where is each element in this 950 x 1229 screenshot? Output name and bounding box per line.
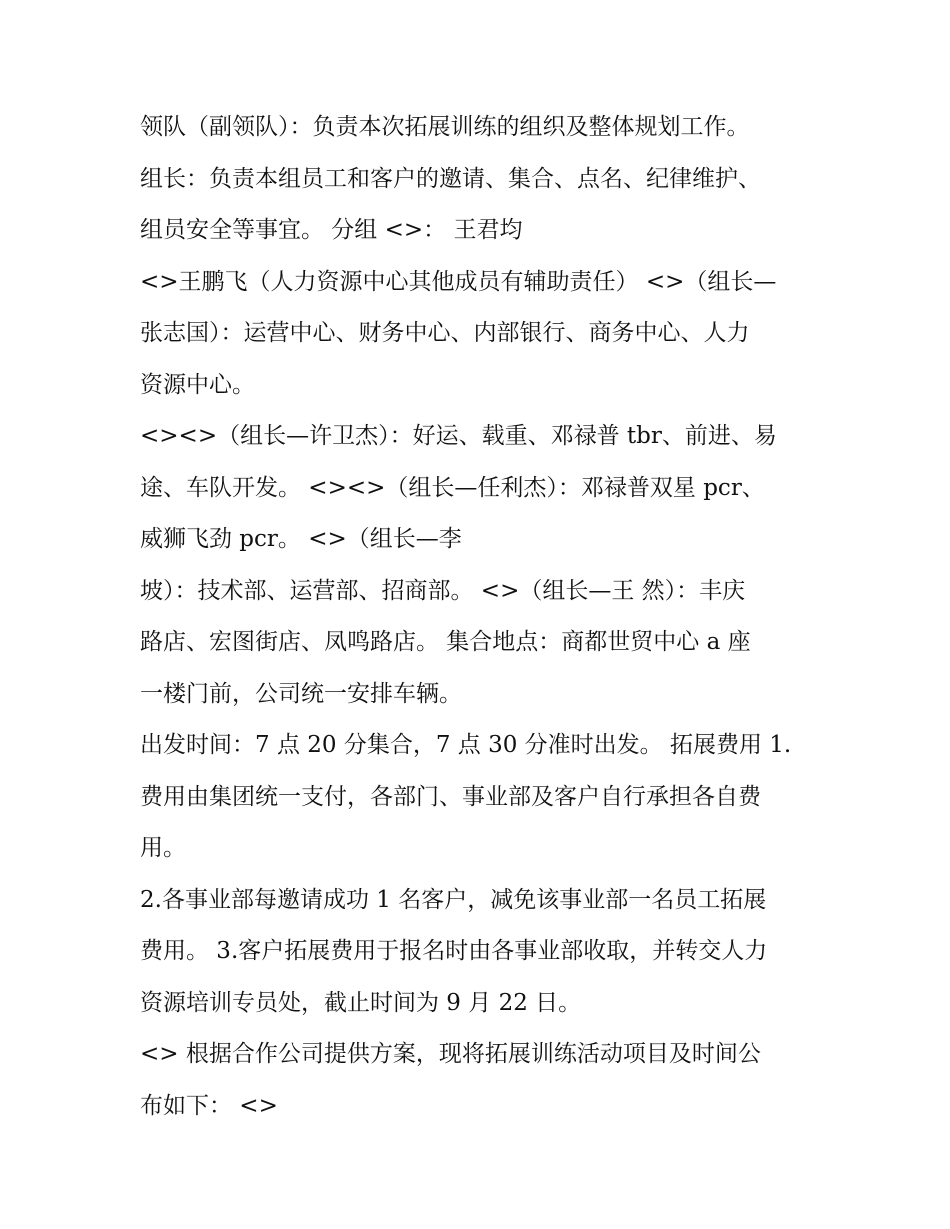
text-line: 威狮飞劲 pcr。 <>（组长—李 [140,526,462,552]
text-line: 坡）：技术部、运营部、招商部。 <>（组长—王 然）：丰庆 [140,577,746,604]
text-line: 资源培训专员处，截止时间为 9 月 22 日。 [140,989,582,1016]
text-line: 路店、宏图街店、凤鸣路店。 集合地点：商都世贸中心 a 座 [140,629,751,655]
text-line: 途、车队开发。 <><>（组长—任利杰）：邓禄普双星 pcr、 [140,474,765,501]
text-line: 张志国）：运营中心、财务中心、内部银行、商务中心、人力 [140,320,750,346]
text-line: <> 根据合作公司提供方案，现将拓展训练活动项目及时间公 [140,1041,761,1067]
text-line: 资源中心。 [140,371,255,398]
text-line: <><>（组长—许卫杰）：好运、载重、邓禄普 tbr、前进、易 [140,423,777,449]
document-body [140,102,820,1132]
text-line: 2.各事业部每邀请成功 1 名客户，减免该事业部一名员工拓展 [140,886,767,913]
text-line: 用。 [140,835,186,861]
text-line: <>王鹏飞（人力资源中心其他成员有辅助责任） <>（组长— [140,268,777,295]
text-line: 费用由集团统一支付，各部门、事业部及客户自行承担各自费 [140,783,761,810]
text-line: 费用。 3.客户拓展费用于报名时由各事业部收取，并转交人力 [140,938,768,964]
text-line: 领队（副领队）：负责本次拓展训练的组织及整体规划工作。 [140,114,750,140]
text-line: 出发时间：7 点 20 分集合，7 点 30 分准时出发。 拓展费用 1. [140,732,792,758]
text-line: 组长：负责本组员工和客户的邀请、集合、点名、纪律维护、 [140,165,761,192]
text-line: 布如下： <> [140,1092,278,1119]
text-line: 组员安全等事宜。 分组 <>： 王君均 [140,217,523,243]
text-line: 一楼门前，公司统一安排车辆。 [140,680,462,707]
